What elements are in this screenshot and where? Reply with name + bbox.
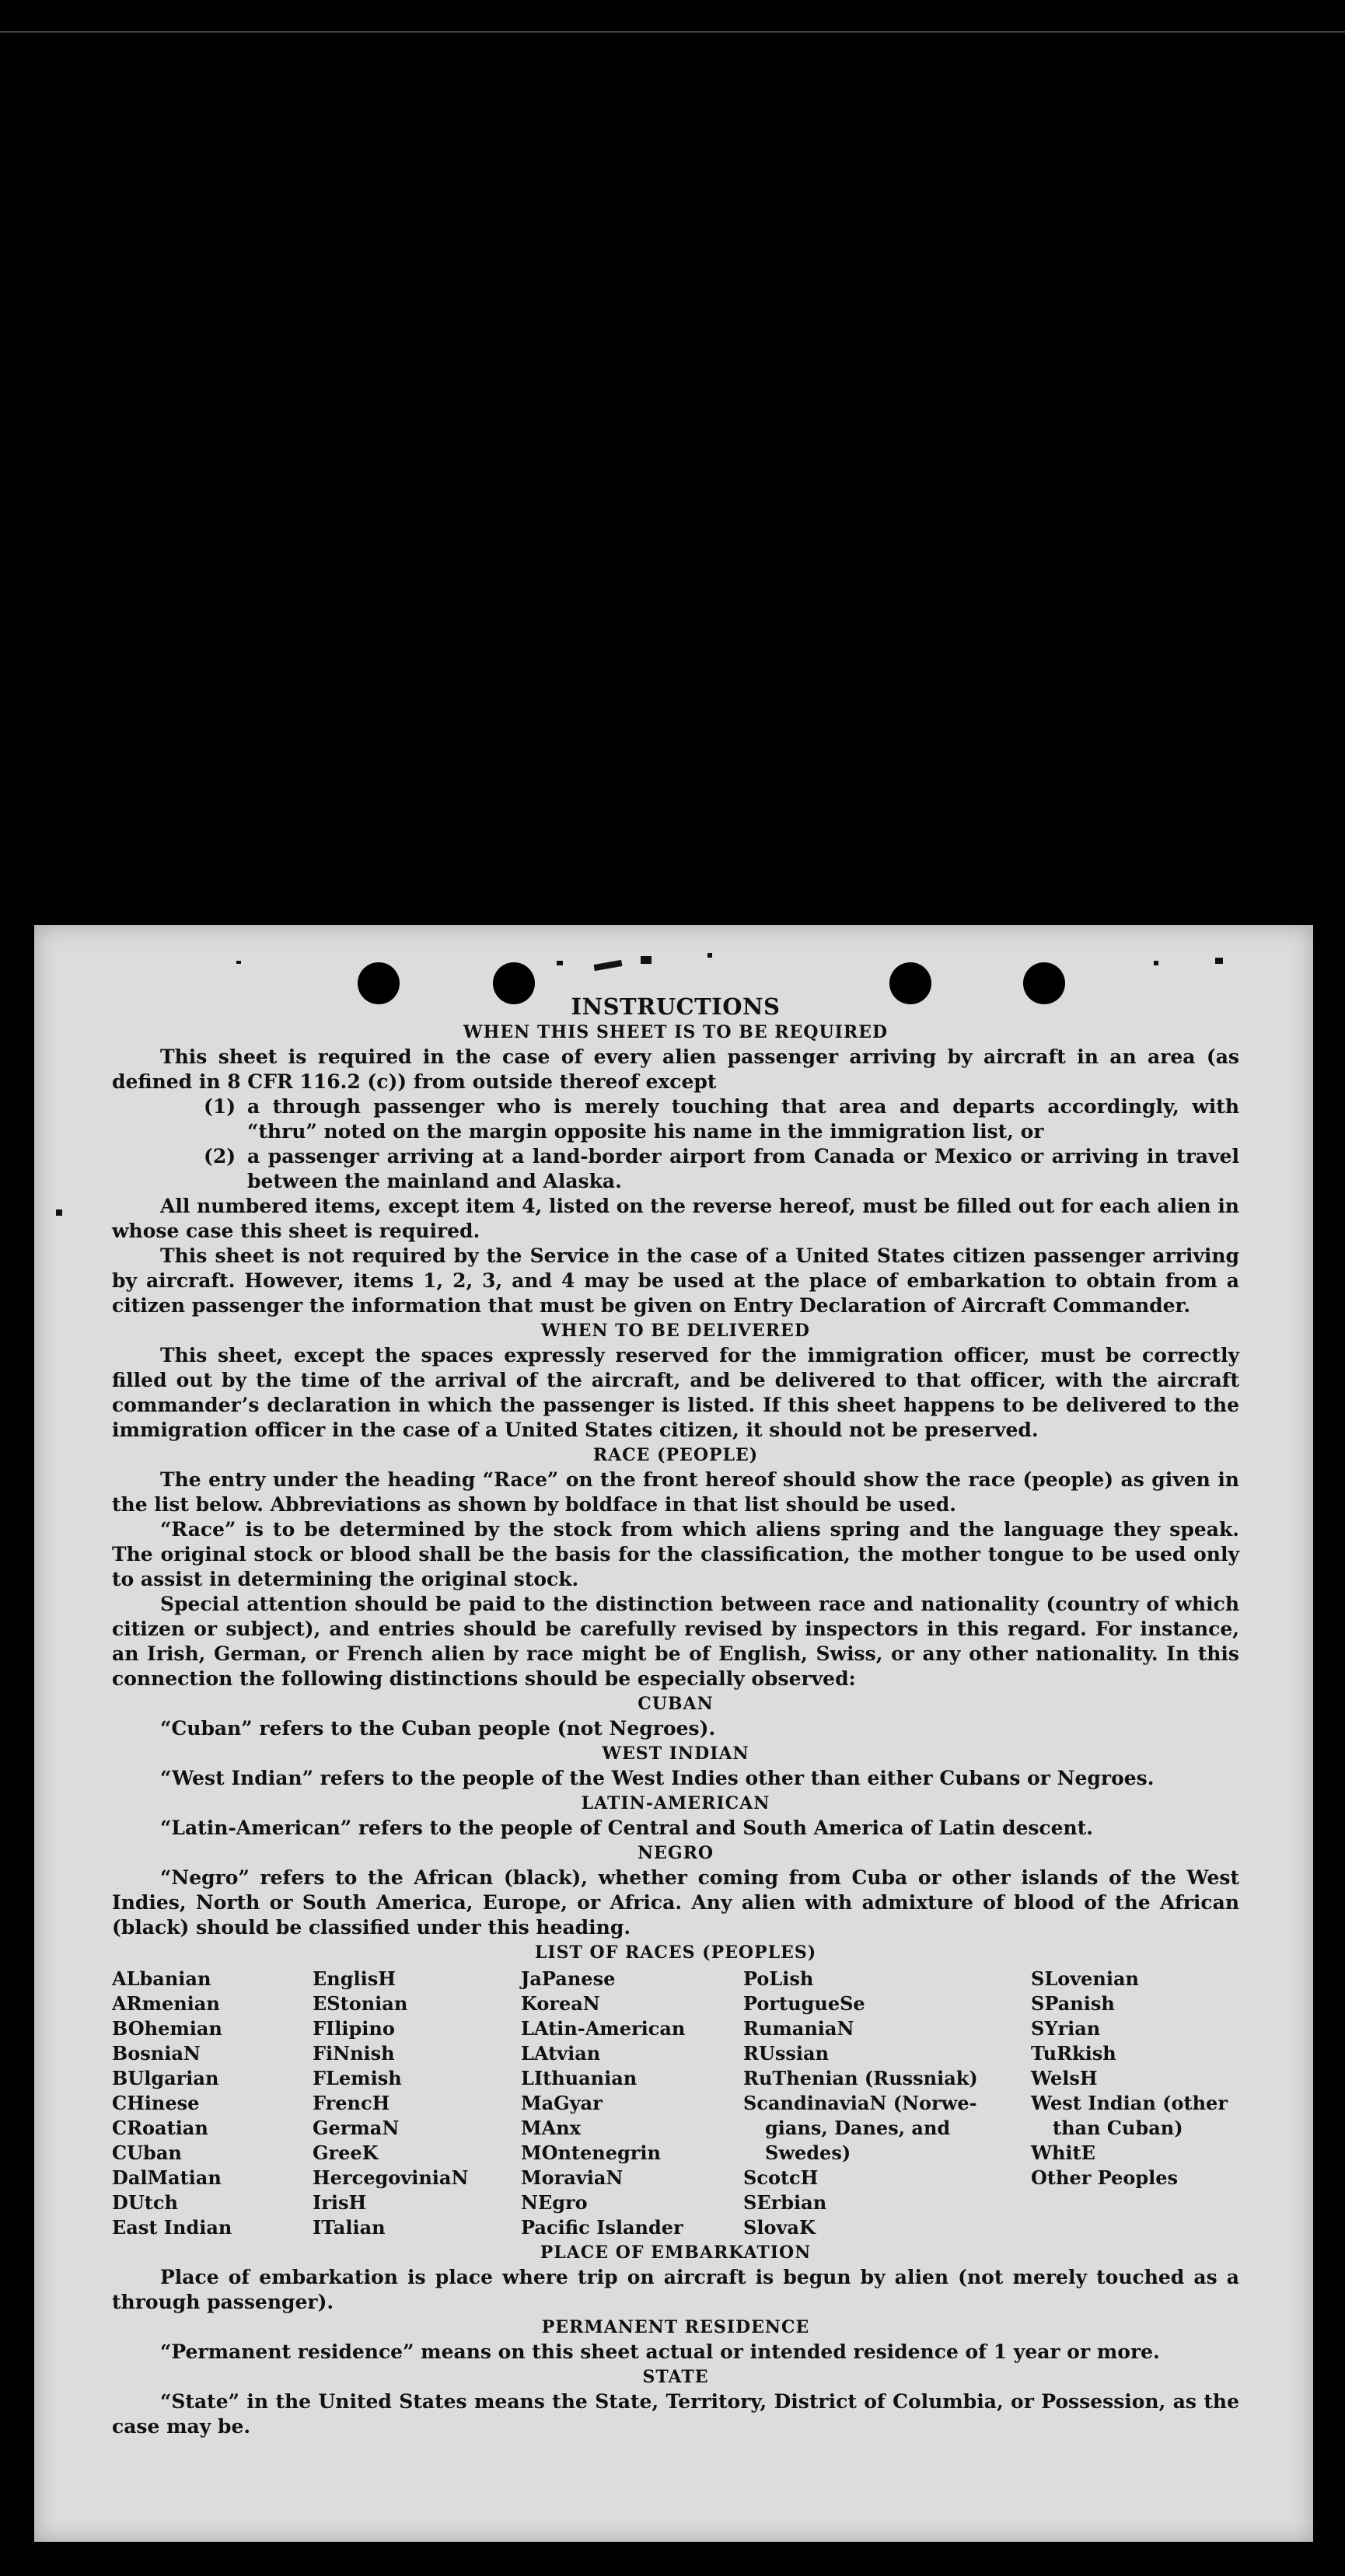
race-entry: ScotcH <box>743 2166 819 2189</box>
paragraph: Place of embarkation is place where trip on aircraft is begun by alien (not merely touched as a through passenger). <box>112 2266 1239 2313</box>
race-entry: LAtin-American <box>521 2017 686 2040</box>
paragraph: “State” in the United States means the State, Territory, District of Columbia, or Possession, as the case may be. <box>112 2390 1239 2438</box>
document-sheet <box>34 925 1313 2542</box>
paragraph: “Cuban” refers to the Cuban people (not Negroes). <box>160 1717 716 1740</box>
race-entry: SErbian <box>743 2191 827 2214</box>
paragraph: This sheet is not required by the Service in the case of a United States citizen passenger arriving by aircraft. However, items 1, 2, 3, and 4 may be used at the place of embarkation to obtain from a citizen passenger the information that must be given on Entry Declaration of Aircraft Commander. <box>112 1244 1239 1317</box>
race-entry: FLemish <box>313 2067 402 2089</box>
race-entry: PoLish <box>743 1967 814 1990</box>
race-entry: IrisH <box>313 2191 367 2214</box>
race-entry: NEgro <box>521 2191 588 2214</box>
race-entry: BosniaN <box>112 2042 201 2065</box>
item-number: (1) <box>204 1095 236 1118</box>
race-entry: West Indian (other <box>1031 2092 1228 2114</box>
paragraph: “Latin-American” refers to the people of Central and South America of Latin descent. <box>160 1817 1093 1839</box>
speck <box>594 960 623 971</box>
race-entry: ITalian <box>313 2216 386 2239</box>
paragraph: The entry under the heading “Race” on the front hereof should show the race (people) as given in the list below. Abbreviations as shown by boldface in that list should be used. <box>112 1468 1239 1516</box>
page-title: INSTRUCTIONS <box>571 993 781 1020</box>
heading-cuban: CUBAN <box>638 1694 714 1714</box>
race-entry: ARmenian <box>112 1992 220 2015</box>
race-entry: RuThenian (Russniak) <box>743 2067 978 2089</box>
race-entry: SlovaK <box>743 2216 816 2239</box>
speck <box>1154 961 1158 965</box>
paragraph: This sheet is required in the case of every alien passenger arriving by aircraft in an area (as defined in 8 CFR 116.2 (c)) from outside thereof except <box>112 1045 1239 1093</box>
race-entry: Other Peoples <box>1031 2166 1179 2189</box>
race-entry: ScandinaviaN (Norwe- <box>743 2092 977 2114</box>
races-column-2 <box>313 1967 521 2240</box>
race-entry: FrencH <box>313 2092 390 2114</box>
race-entry: gians, Danes, and <box>765 2117 951 2139</box>
race-entry: GreeK <box>313 2141 379 2164</box>
speck <box>707 953 712 958</box>
race-entry: WhitE <box>1031 2141 1095 2164</box>
race-entry: DUtch <box>112 2191 178 2214</box>
race-entry: CHinese <box>112 2092 200 2114</box>
paragraph: “West Indian” refers to the people of the West Indies other than either Cubans or Negroes. <box>160 1767 1155 1789</box>
heading-list-of-races: LIST OF RACES (PEOPLES) <box>534 1942 817 1963</box>
race-entry: BUlgarian <box>112 2067 219 2089</box>
speck <box>236 961 241 964</box>
race-entry: MOntenegrin <box>521 2141 661 2164</box>
paragraph: “Negro” refers to the African (black), whether coming from Cuba or other islands of the West Indies, North or South America, Europe, or Africa. Any alien with admixture of blood of the African (black) should be classified under this heading. <box>112 1866 1239 1939</box>
race-entry: WelsH <box>1031 2067 1098 2089</box>
heading-latin-american: LATIN-AMERICAN <box>581 1793 770 1813</box>
race-entry: SYrian <box>1031 2017 1101 2040</box>
item-text: a through passenger who is merely touching that area and departs accordingly, with “thru” noted on the margin opposite his name in the immigration list, or <box>247 1095 1239 1143</box>
paragraph: “Race” is to be determined by the stock from which aliens spring and the language they speak. The original stock or blood shall be the basis for the classification, the mother tongue to be used only to assist in determining the original stock. <box>112 1518 1239 1590</box>
race-entry: ALbanian <box>112 1967 211 1990</box>
race-entry: MAnx <box>521 2117 581 2139</box>
race-entry: East Indian <box>112 2216 232 2239</box>
race-entry: Pacific Islander <box>521 2216 683 2239</box>
paragraph: All numbered items, except item 4, listed on the reverse hereof, must be filled out for each alien in whose case this sheet is required. <box>112 1195 1239 1242</box>
race-entry: GermaN <box>313 2117 400 2139</box>
race-entry: FIlipino <box>313 2017 395 2040</box>
race-entry: KoreaN <box>521 1992 600 2015</box>
heading-required: WHEN THIS SHEET IS TO BE REQUIRED <box>463 1022 889 1042</box>
race-entry: LIthuanian <box>521 2067 638 2089</box>
speck <box>641 956 652 964</box>
races-column-3 <box>521 1967 743 2240</box>
race-entry: SPanish <box>1031 1992 1115 2015</box>
heading-state: STATE <box>642 2367 709 2387</box>
race-entry: RumaniaN <box>743 2017 854 2040</box>
item-text: a passenger arriving at a land-border airport from Canada or Mexico or arriving in travel between the mainland and Alaska. <box>247 1145 1239 1192</box>
race-entry: CRoatian <box>112 2117 208 2139</box>
race-entry: EnglisH <box>313 1967 396 1990</box>
heading-negro: NEGRO <box>637 1843 714 1863</box>
race-entry: CUban <box>112 2141 182 2164</box>
races-column-5 <box>1031 1967 1239 2240</box>
document-body <box>112 993 1239 2439</box>
speck <box>557 961 563 965</box>
speck <box>1215 958 1223 964</box>
speck <box>56 1209 62 1216</box>
heading-permanent-residence: PERMANENT RESIDENCE <box>541 2317 810 2337</box>
item-number: (2) <box>204 1145 236 1168</box>
paragraph: This sheet, except the spaces expressly reserved for the immigration officer, must be correctly filled out by the time of the arrival of the aircraft, and be delivered to that officer, with the aircraft commander’s declaration in which the passenger is listed. If this sheet happens to be delivered to the immigration officer in the case of a United States citizen, it should not be preserved. <box>112 1344 1239 1441</box>
race-entry: DalMatian <box>112 2166 222 2189</box>
race-entry: HercegoviniaN <box>313 2166 469 2189</box>
races-column-1 <box>112 1967 313 2240</box>
race-entry: RUssian <box>743 2042 830 2065</box>
race-entry: FiNnish <box>313 2042 395 2065</box>
races-list <box>112 1967 1239 2240</box>
race-entry: LAtvian <box>521 2042 601 2065</box>
race-entry: BOhemian <box>112 2017 222 2040</box>
race-entry: TuRkish <box>1031 2042 1116 2065</box>
race-entry: than Cuban) <box>1053 2117 1183 2139</box>
paragraph: Special attention should be paid to the distinction between race and nationality (country of which citizen or subject), and entries should be carefully revised by inspectors in this regard. For instance, an Irish, German, or French alien by race might be of English, Swiss, or any other nationality. In this connection the following distinctions should be especially observed: <box>112 1593 1239 1690</box>
race-entry: Swedes) <box>765 2141 851 2164</box>
race-entry: MaGyar <box>521 2092 603 2114</box>
race-entry: JaPanese <box>521 1967 616 1990</box>
list-item <box>112 1144 1239 1194</box>
race-entry: MoraviaN <box>521 2166 624 2189</box>
heading-delivered: WHEN TO BE DELIVERED <box>541 1321 810 1341</box>
race-entry: EStonian <box>313 1992 408 2015</box>
top-edge-line <box>0 31 1345 33</box>
list-item <box>112 1094 1239 1144</box>
heading-race: RACE (PEOPLE) <box>592 1445 759 1465</box>
heading-embarkation: PLACE OF EMBARKATION <box>540 2243 812 2263</box>
races-column-4 <box>743 1967 1031 2240</box>
race-entry: SLovenian <box>1031 1967 1139 1990</box>
paragraph: “Permanent residence” means on this sheet actual or intended residence of 1 year or more. <box>160 2340 1160 2363</box>
heading-west-indian: WEST INDIAN <box>602 1744 749 1764</box>
race-entry: PortugueSe <box>743 1992 865 2015</box>
